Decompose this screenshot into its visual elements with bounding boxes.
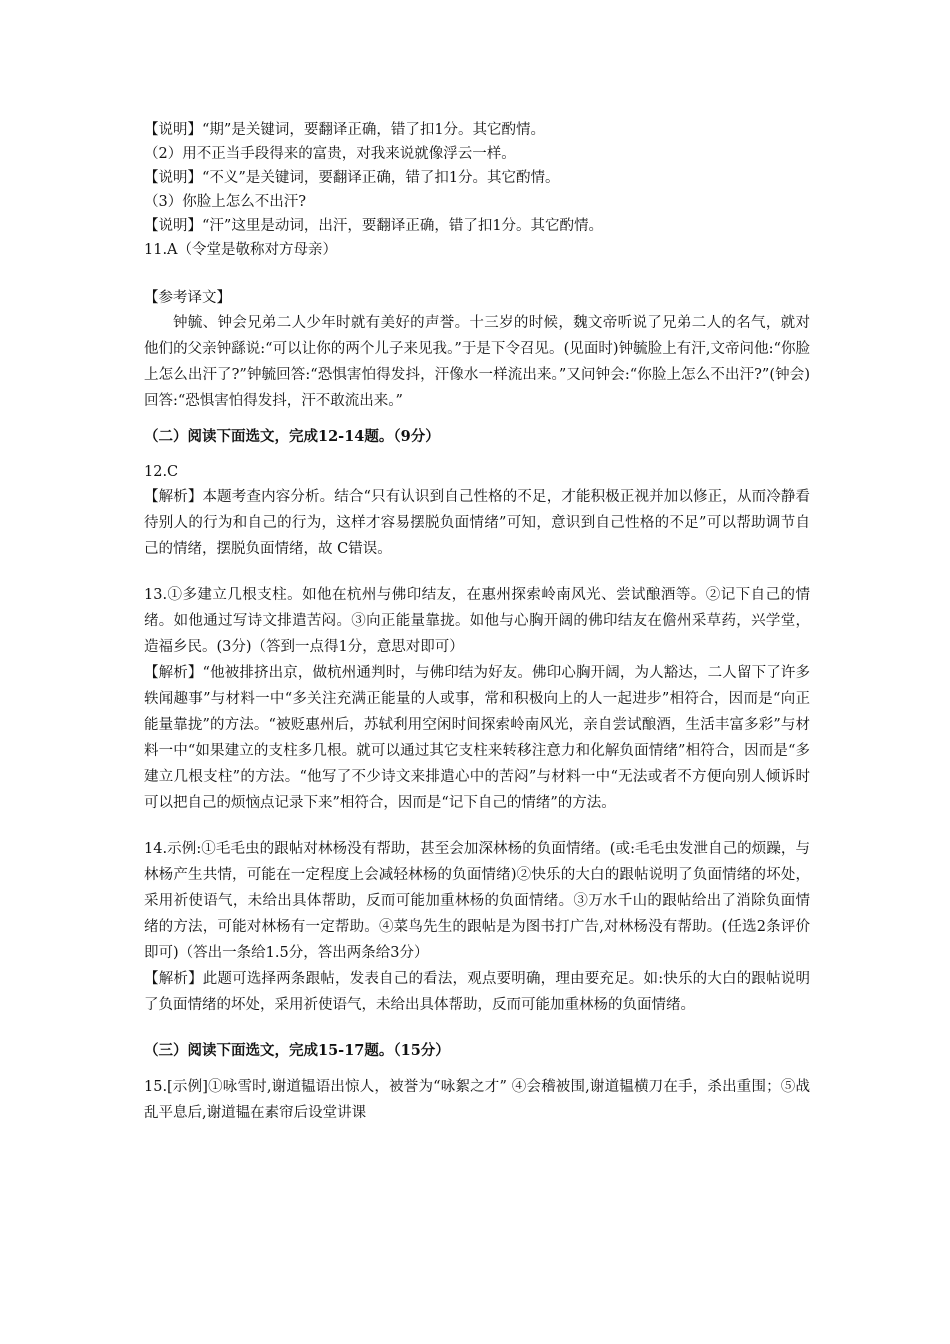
spacer [144,1064,810,1074]
answer-line-3: （3）你脸上怎么不出汗? [144,194,306,210]
note-line-2: 【说明】“不义”是关键词，要翻译正确，错了扣1分。其它酌情。 [144,170,560,186]
answer-12: 12.C [144,464,179,480]
note-line-3: 【说明】“汗”这里是动词，出汗，要翻译正确，错了扣1分。其它酌情。 [144,218,604,234]
answer-11: 11.A（令堂是敬称对方母亲） [144,242,338,258]
section-3-heading: （三）阅读下面选文，完成15-17题。（15分） [144,1042,450,1059]
translation-body: 钟毓、钟会兄弟二人少年时就有美好的声誉。十三岁的时候，魏文帝听说了兄弟二人的名气，就对他们的父亲钟繇说:“可以让你的两个儿子来见我。”于是下令召见。(见面时)钟毓脸上有汗,文帝问他:“你脸上怎么出汗了?”钟毓回答:“恐惧害怕得发抖，汗像水一样流出来。”又问钟会:“你脸上怎么不出汗?”(钟会)回答:“恐惧害怕得发抖，汗不敢流出来。” [144,315,810,409]
analysis-12: 【解析】本题考查内容分析。结合“只有认识到自己性格的不足，才能积极正视并加以修正，从而冷静看待别人的行为和自己的行为，这样才容易摆脱负面情绪”可知，意识到自己性格的不足”可以帮助调节自己的情绪，摆脱负面情绪，故 C错误。 [144,489,810,557]
spacer [144,262,810,286]
spacer [144,414,810,424]
answer-line-2: （2）用不正当手段得来的富贵，对我来说就像浮云一样。 [144,146,516,162]
spacer [144,562,810,582]
answer-13: 13.①多建立几根支柱。如他在杭州与佛印结友，在惠州探索岭南风光、尝试酿酒等。②记下自己的情绪。如他通过写诗文排遣苦闷。③向正能量靠拢。如他与心胸开阔的佛印结友在儋州采草药，兴学堂，造福乡民。(3分)（答到一点得1分，意思对即可） [144,587,810,655]
note-line-1: 【说明】“期”是关键词，要翻译正确，错了扣1分。其它酌情。 [144,122,546,138]
section-2-heading: （二）阅读下面选文，完成12-14题。（9分） [144,428,440,445]
spacer [144,450,810,460]
document-page [144,118,810,1126]
spacer [144,1018,810,1038]
analysis-13: 【解析】“他被排挤出京，做杭州通判时，与佛印结为好友。佛印心胸开阔，为人豁达，二人留下了许多轶闻趣事”与材料一中“多关注充满正能量的人或事，常和积极向上的人一起进步”相符合，因而是“向正能量靠拢”的方法。“被贬惠州后，苏轼利用空闲时间探索岭南风光，亲自尝试酿酒，生活丰富多彩”与材料一中“如果建立的支柱多几根。就可以通过其它支柱来转移注意力和化解负面情绪”相符合，因而是“多建立几根支柱”的方法。“他写了不少诗文来排遣心中的苦闷”与材料一中“无法或者不方便向别人倾诉时可以把自己的烦恼点记录下来”相符合，因而是“记下自己的情绪”的方法。 [144,665,810,811]
answer-14: 14.示例:①毛毛虫的跟帖对林杨没有帮助，甚至会加深林杨的负面情绪。(或:毛毛虫发泄自己的烦躁，与林杨产生共情，可能在一定程度上会减轻林杨的负面情绪)②快乐的大白的跟帖说明了负面情绪的坏处，采用祈使语气，未给出具体帮助，反而可能加重林杨的负面情绪。③万水千山的跟帖给出了消除负面情绪的方法，可能对林杨有一定帮助。④菜鸟先生的跟帖是为图书打广告,对林杨没有帮助。(任选2条评价即可)（答出一条给1.5分，答出两条给3分） [144,841,810,961]
answer-15: 15.[示例]①咏雪时,谢道韫语出惊人，被誉为“咏絮之才” ④会稽被围,谢道韫横刀在手，杀出重围；⑤战乱平息后,谢道韫在素帘后设堂讲课 [144,1079,810,1121]
analysis-14: 【解析】此题可选择两条跟帖，发表自己的看法，观点要明确，理由要充足。如:快乐的大白的跟帖说明了负面情绪的坏处，采用祈使语气，未给出具体帮助，反而可能加重林杨的负面情绪。 [144,971,810,1013]
spacer [144,816,810,836]
translation-title: 【参考译文】 [144,290,231,306]
